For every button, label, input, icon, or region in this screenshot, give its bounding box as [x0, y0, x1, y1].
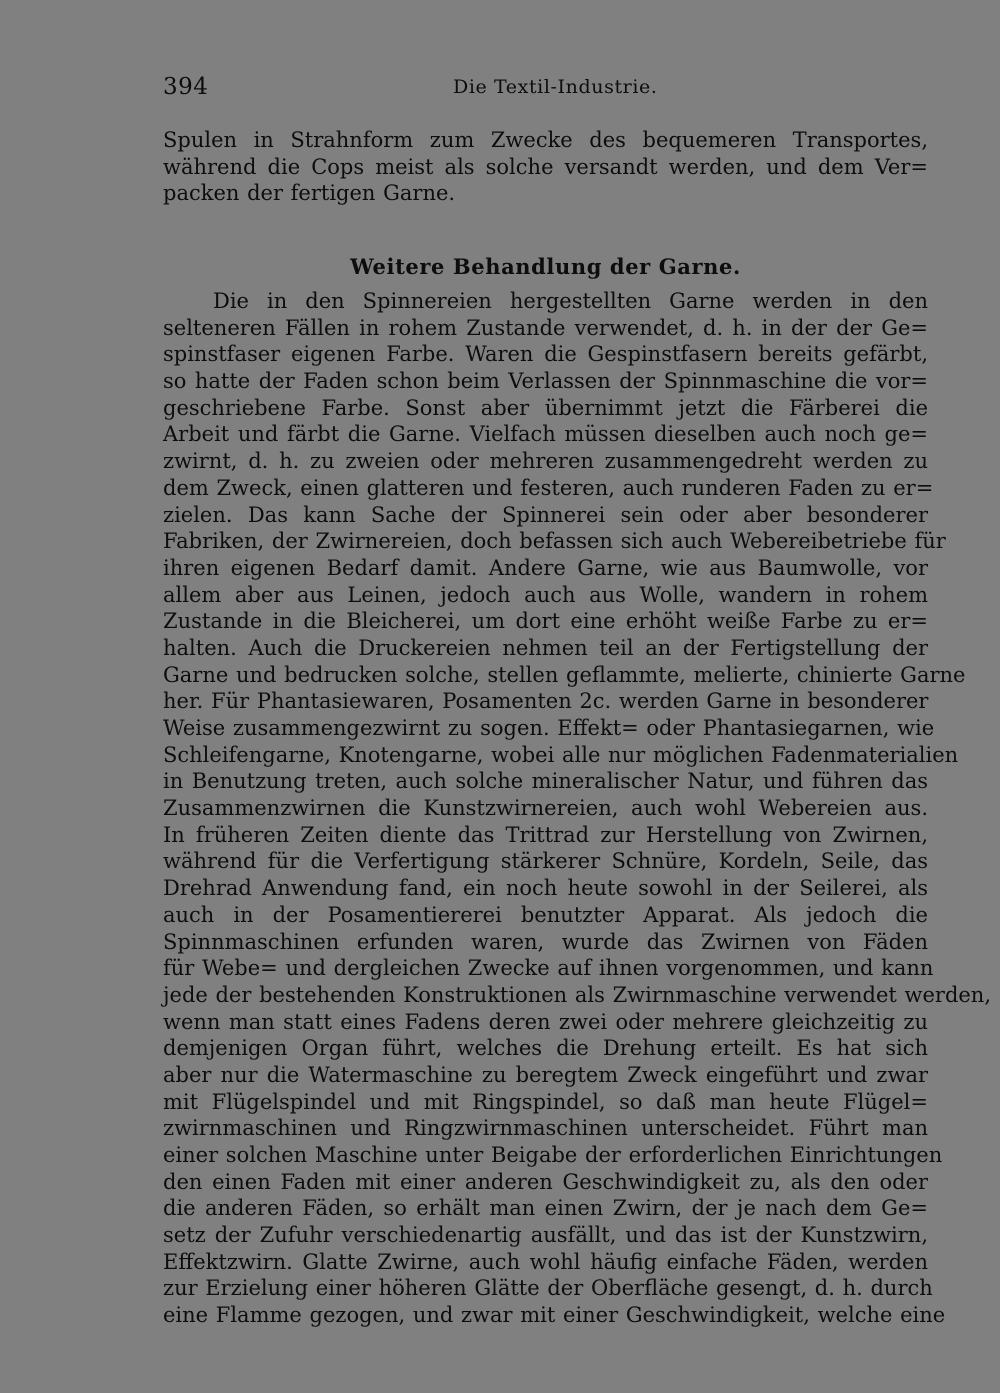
running-title: Die Textil-Industrie. — [453, 76, 658, 98]
text-line: auch in der Posamentiererei benutzter Apparat. Als jedoch die — [163, 902, 928, 927]
text-line: zur Erzielung einer höheren Glätte der Oberfläche gesengt, d. h. durch — [163, 1276, 933, 1301]
text-line: her. Für Phantasiewaren, Posamenten 2c. werden Garne in besonderer — [163, 689, 929, 714]
text-line: Zusammenzwirnen die Kunstzwirnereien, auch wohl Webereien aus. — [163, 796, 928, 821]
text-line: ihren eigenen Bedarf damit. Andere Garne, wie aus Baumwolle, vor — [163, 555, 928, 580]
text-line: in Benutzung treten, auch solche mineralischer Natur, und führen das — [163, 769, 928, 794]
text-line: demjenigen Organ führt, welches die Drehung erteilt. Es hat sich — [163, 1036, 928, 1061]
text-line: für Webe= und dergleichen Zwecke auf ihnen vorgenommen, und kann — [163, 956, 934, 981]
text-line: setz der Zufuhr verschiedenartig ausfällt, und das ist der Kunstzwirn, — [163, 1223, 928, 1248]
text-line: Drehrad Anwendung fand, ein noch heute sowohl in der Seilerei, als — [163, 876, 928, 901]
text-line: einer solchen Maschine unter Beigabe der erforderlichen Einrichtungen — [163, 1143, 943, 1167]
text-line: selteneren Fällen in rohem Zustande verwendet, d. h. in der der Ge= — [163, 315, 928, 340]
text-line: geschriebene Farbe. Sonst aber übernimmt jetzt die Färberei die — [163, 395, 928, 420]
intro-paragraph — [163, 127, 928, 207]
text-line: Spinnmaschinen erfunden waren, wurde das Zwirnen von Fäden — [163, 929, 928, 954]
text-line: jede der bestehenden Konstruktionen als Zwirnmaschine verwendet werden, — [163, 982, 992, 1007]
text-line: Garne und bedrucken solche, stellen geflammte, melierte, chinierte Garne — [163, 662, 966, 687]
text-line: allem aber aus Leinen, jedoch auch aus Wolle, wandern in rohem — [163, 582, 928, 607]
text-line: Arbeit und färbt die Garne. Vielfach müssen dieselben auch noch ge= — [163, 422, 928, 447]
text-line: so hatte der Faden schon beim Verlassen der Spinnmaschine die vor= — [163, 369, 928, 394]
text-line: Zustande in die Bleicherei, um dort eine erhöht weiße Farbe zu er= — [163, 609, 928, 634]
text-line: Spulen in Strahnform zum Zwecke des bequemeren Transportes, — [163, 128, 928, 152]
main-paragraph — [163, 288, 992, 1329]
text-line: Weise zusammengezwirnt zu sogen. Effekt= oder Phantasiegarnen, wie — [163, 716, 935, 740]
page-header — [163, 72, 928, 102]
text-line: Fabriken, der Zwirnereien, doch befassen sich auch Webereibetriebe für — [163, 529, 946, 554]
text-line: halten. Auch die Druckereien nehmen teil an der Fertigstellung der — [163, 635, 928, 660]
page-number: 394 — [163, 74, 209, 100]
text-line: während die Cops meist als solche versandt werden, und dem Ver= — [163, 154, 928, 179]
text-line: die anderen Fäden, so erhält man einen Zwirn, der je nach dem Ge= — [163, 1196, 928, 1221]
section-heading: Weitere Behandlung der Garne. — [350, 254, 741, 279]
text-line: Effektzwirn. Glatte Zwirne, auch wohl häufig einfache Fäden, werden — [163, 1249, 928, 1274]
text-line: zwirnmaschinen und Ringzwirnmaschinen unterscheidet. Führt man — [163, 1116, 928, 1141]
text-line: den einen Faden mit einer anderen Geschwindigkeit zu, als den oder — [163, 1169, 928, 1194]
text-line: zielen. Das kann Sache der Spinnerei sein oder aber besonderer — [163, 502, 928, 527]
text-line: packen der fertigen Garne. — [163, 181, 456, 206]
text-line: wenn man statt eines Fadens deren zwei oder mehrere gleichzeitig zu — [163, 1009, 928, 1034]
text-line: mit Flügelspindel und mit Ringspindel, so daß man heute Flügel= — [163, 1089, 928, 1114]
text-line: aber nur die Watermaschine zu beregtem Zweck eingeführt und zwar — [163, 1062, 928, 1087]
text-line: während für die Verfertigung stärkerer Schnüre, Kordeln, Seile, das — [163, 849, 928, 874]
text-line: spinstfaser eigenen Farbe. Waren die Gespinstfasern bereits gefärbt, — [163, 342, 928, 367]
text-line: In früheren Zeiten diente das Trittrad zur Herstellung von Zwirnen, — [163, 822, 928, 847]
text-line: dem Zweck, einen glatteren und festeren, auch runderen Faden zu er= — [163, 475, 934, 500]
text-line: Schleifengarne, Knotengarne, wobei alle nur möglichen Fadenmaterialien — [163, 742, 959, 767]
text-line: Die in den Spinnereien hergestellten Garne werden in den — [213, 289, 928, 313]
text-line: eine Flamme gezogen, und zwar mit einer Geschwindigkeit, welche eine — [163, 1303, 946, 1328]
text-line: zwirnt, d. h. zu zweien oder mehreren zusammengedreht werden zu — [163, 449, 928, 474]
